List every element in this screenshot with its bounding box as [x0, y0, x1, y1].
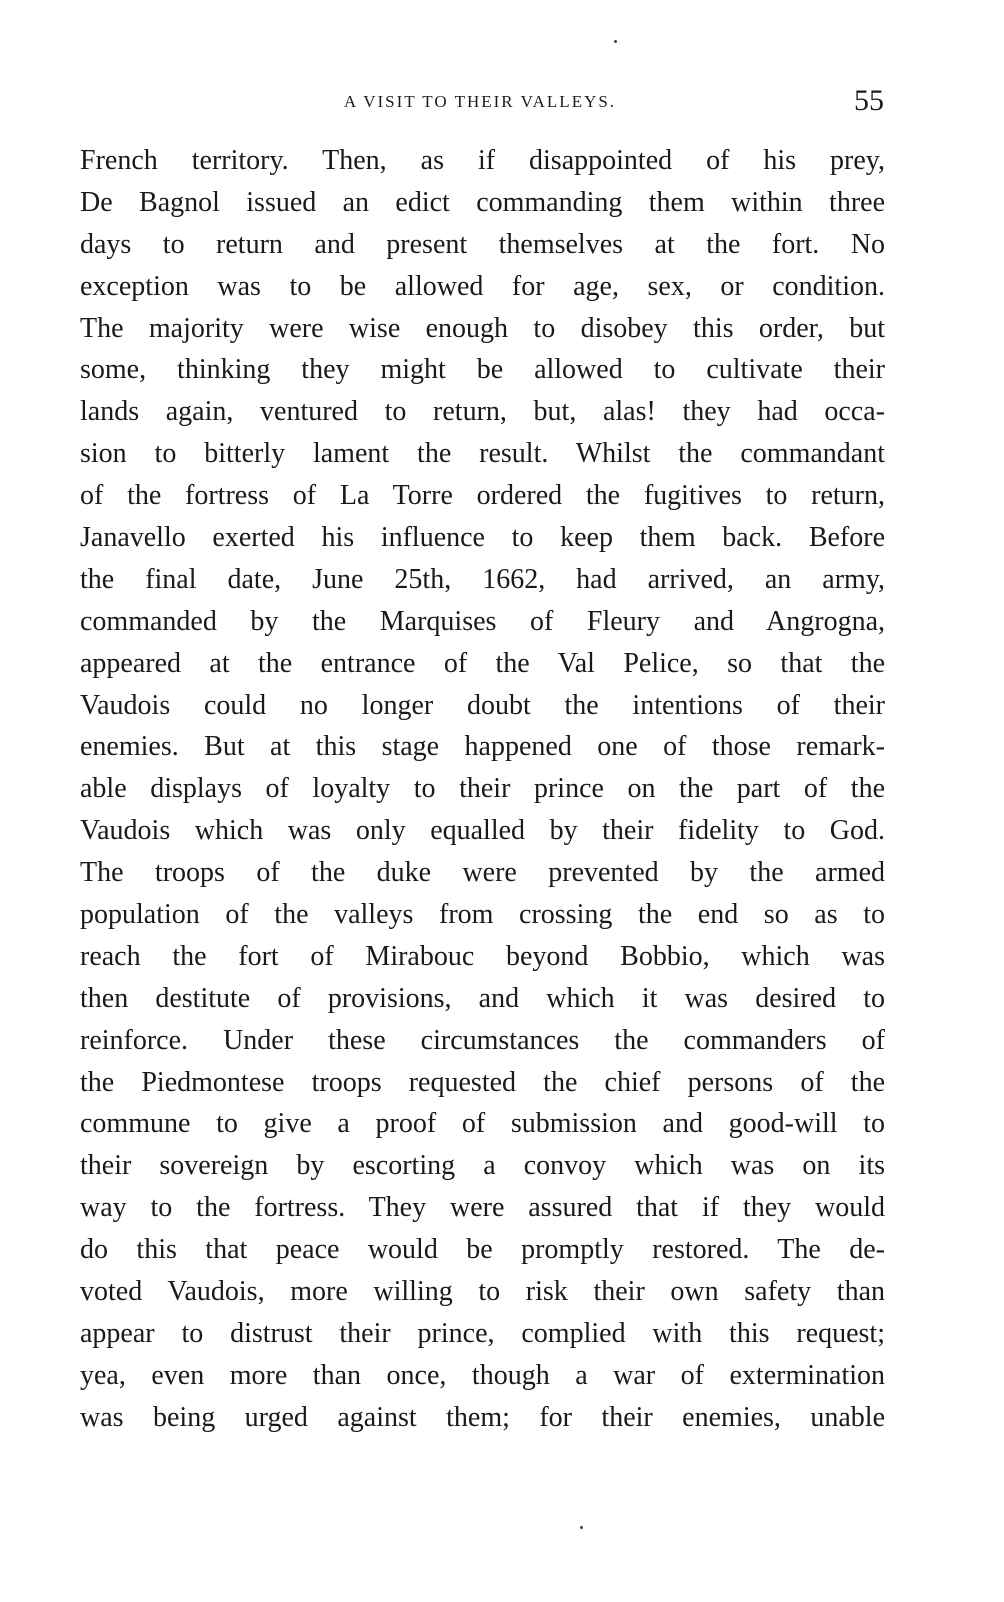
text-line: The majority were wise enough to disobey this order, but — [80, 312, 885, 344]
text-line: days to return and present themselves at the fort. No — [80, 228, 885, 260]
text-line: lands again, ventured to return, but, alas! they had occa- — [80, 396, 885, 428]
text-line: some, thinking they might be allowed to cultivate their — [80, 354, 885, 386]
text-line: sion to bitterly lament the result. Whilst the commandant — [80, 438, 885, 470]
text-line: commune to give a proof of submission and good-will to — [80, 1108, 885, 1140]
text-line: voted Vaudois, more willing to risk their own safety than — [80, 1276, 885, 1308]
text-line: their sovereign by escorting a convoy which was on its — [80, 1150, 885, 1182]
print-speck — [614, 40, 617, 43]
text-line: Vaudois could no longer doubt the intentions of their — [80, 689, 885, 721]
text-line: the Piedmontese troops requested the chief persons of the — [80, 1066, 885, 1098]
running-title: A VISIT TO THEIR VALLEYS. — [343, 92, 617, 111]
text-line: appeared at the entrance of the Val Pelice, so that the — [80, 647, 885, 679]
text-line: The troops of the duke were prevented by the armed — [80, 857, 885, 889]
text-line: enemies. But at this stage happened one of those remark- — [80, 731, 885, 763]
text-line: commanded by the Marquises of Fleury and Angrogna, — [80, 605, 885, 637]
print-speck — [580, 1526, 583, 1529]
running-head — [80, 84, 884, 124]
text-line: De Bagnol issued an edict commanding them within three — [80, 186, 885, 218]
text-line: do this that peace would be promptly restored. The de- — [80, 1234, 885, 1266]
text-line: way to the fortress. They were assured that if they would — [80, 1192, 885, 1224]
text-line: appear to distrust their prince, complied with this request; — [80, 1317, 885, 1349]
text-line: then destitute of provisions, and which it was desired to — [80, 982, 885, 1014]
text-line: Janavello exerted his influence to keep them back. Before — [80, 522, 885, 554]
text-line: able displays of loyalty to their prince on the part of the — [80, 773, 885, 805]
body-text — [80, 140, 885, 1439]
text-line: population of the valleys from crossing the end so as to — [80, 899, 885, 931]
text-line: was being urged against them; for their enemies, unable — [80, 1401, 885, 1433]
page-number: 55 — [854, 84, 884, 117]
text-line: the final date, June 25th, 1662, had arrived, an army, — [80, 563, 885, 595]
text-line: exception was to be allowed for age, sex, or condition. — [80, 270, 885, 302]
text-line: reach the fort of Mirabouc beyond Bobbio, which was — [80, 940, 885, 972]
text-line: yea, even more than once, though a war of extermination — [80, 1359, 885, 1391]
text-line: Vaudois which was only equalled by their fidelity to God. — [80, 815, 885, 847]
text-line: of the fortress of La Torre ordered the fugitives to return, — [80, 480, 885, 512]
text-line: French territory. Then, as if disappointed of his prey, — [80, 145, 885, 176]
text-line: reinforce. Under these circumstances the commanders of — [80, 1024, 885, 1056]
